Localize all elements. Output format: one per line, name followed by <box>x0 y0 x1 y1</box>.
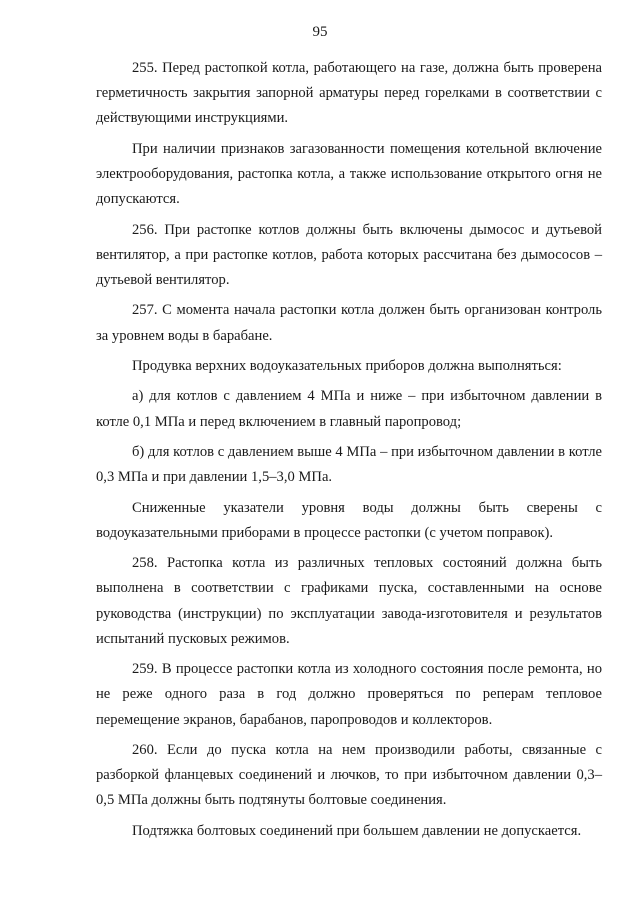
page-number: 95 <box>312 24 328 40</box>
paragraph-259: 259. В процессе растопки котла из холодного состояния после ремонта, но не реже одного раза в год должно проверяться по реперам тепловое перемещение экранов, барабанов, паропроводов и коллекторов. <box>96 661 602 728</box>
paragraph-260-tightening: Подтяжка болтовых соединений при большем давлении не допускается. <box>132 822 582 839</box>
paragraph-260: 260. Если до пуска котла на нем производили работы, связанные с разборкой фланцевых соединений и лючков, то при избыточном давлении 0,3–0,5 МПа должны быть подтянуты болтовые соединения. <box>96 741 602 809</box>
paragraph-257: 257. С момента начала растопки котла должен быть организован контроль за уровнем воды в барабане. <box>96 302 602 344</box>
paragraph-257-item-b: б) для котлов с давлением выше 4 МПа – при избыточном давлении в котле 0,3 МПа и при давлении 1,5–3,0 МПа. <box>96 443 602 486</box>
paragraph-257-item-a: а) для котлов с давлением 4 МПа и ниже – при избыточном давлении в котле 0,1 МПа и перед включением в главный паропровод; <box>96 388 602 430</box>
paragraph-256: 256. При растопке котлов должны быть включены дымосос и дутьевой вентилятор, а при растопке котлов, работа которых рассчитана без дымососов – дутьевой вентилятор. <box>96 221 602 288</box>
document-body <box>96 56 602 849</box>
paragraph-255: 255. Перед растопкой котла, работающего на газе, должна быть проверена герметичность закрытия запорной арматуры перед горелками в соответствии с действующими инструкциями. <box>96 60 602 127</box>
paragraph-258: 258. Растопка котла из различных тепловых состояний должна быть выполнена в соответствии с графиками пуска, составленными на основе руководства (инструкции) по эксплуатации завода-изготовителя и результатов испытаний пусковых режимов. <box>96 555 602 647</box>
paragraph-257-purge-intro: Продувка верхних водоуказательных приборов должна выполняться: <box>132 357 562 374</box>
paragraph-257-level-indicators: Сниженные указатели уровня воды должны быть сверены с водоуказательными приборами в процессе растопки (с учетом поправок). <box>96 499 602 541</box>
paragraph-255-gas-contamination: При наличии признаков загазованности помещения котельной включение электрооборудования, растопка котла, а также использование открытого огня не допускаются. <box>96 140 602 208</box>
